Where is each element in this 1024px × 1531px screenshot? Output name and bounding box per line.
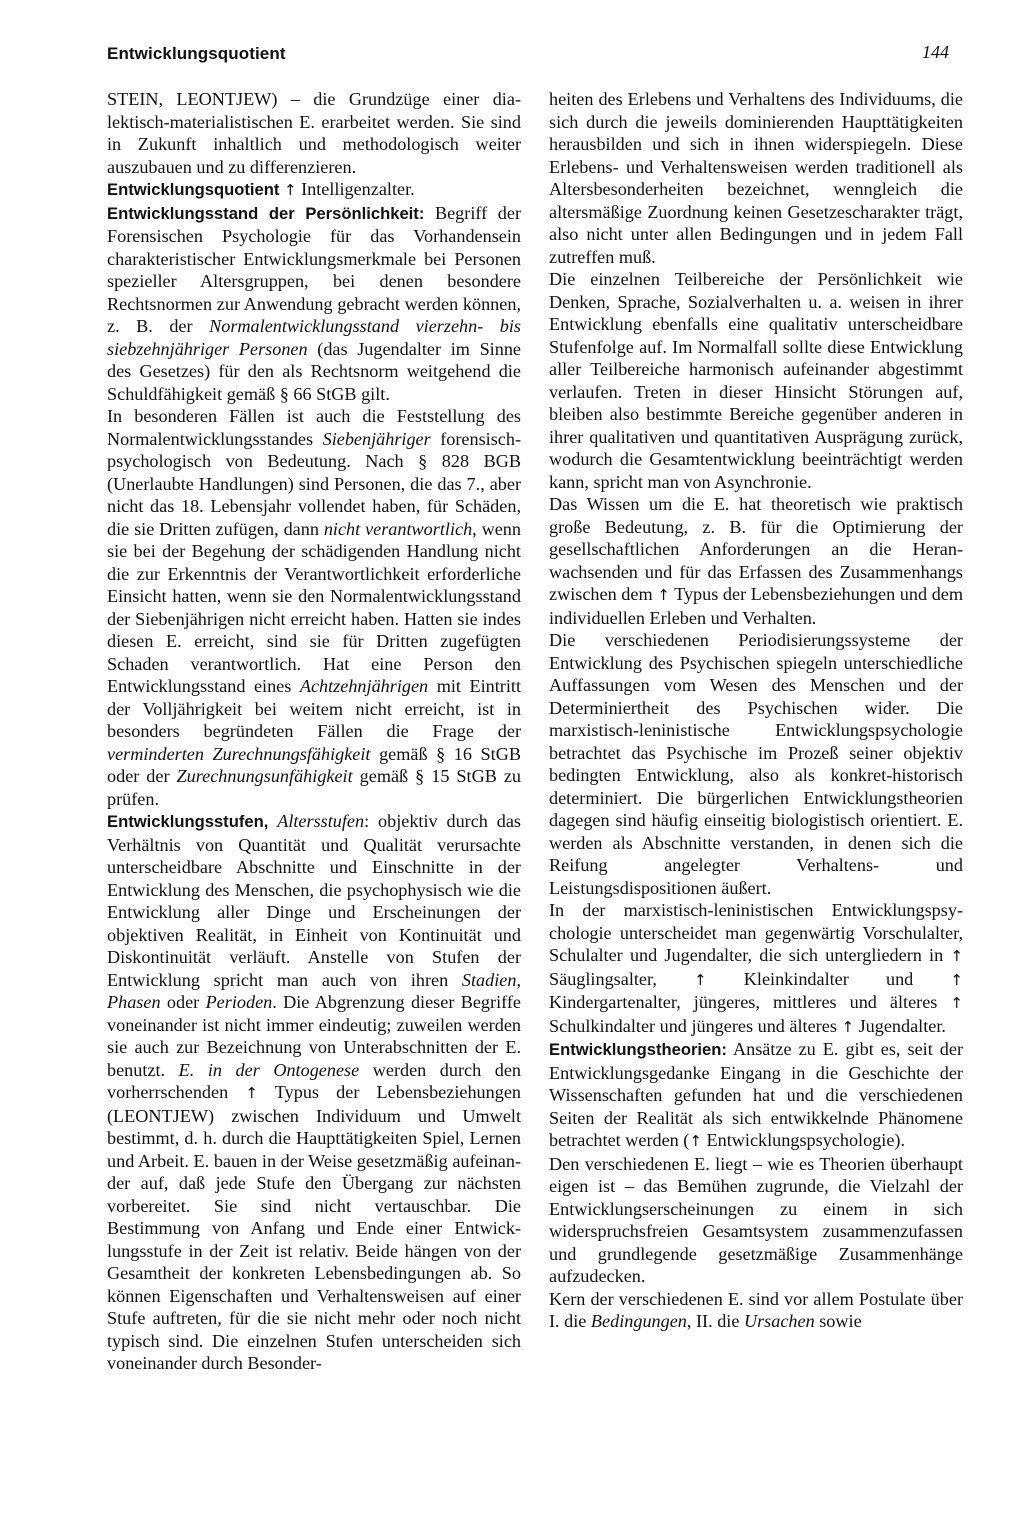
paragraph-altersstufen: In der marxistisch-leninistischen Entwicklungspsychologie unterscheidet man gegenwärtig Vorschulalter, Schulalter und Jugendalter, die sich untergliedern in ↑ Säuglingsalter, ↑ Kleinkindalter und ↑ Kindergartenalter, jüngeres, mittleres und älteres ↑ Schulkindalter und jüngeres und älteres ↑ Jugendalter. [549,900,964,1036]
paragraph-siebenjaehriger: In besonderen Fällen ist auch die Feststellung des Normalentwicklungsstandes Siebenjähriger forensisch-psychologisch von Bedeutung. Nach § 828 BGB (Unerlaubte Handlungen) sind Personen, die das 7., aber nicht das 18. Lebensjahr vollendet haben, für Schäden, die sie Dritten zufügen, dann nicht verantwortlich, wenn sie bei der Begehung der schädigenden Handlung nicht die zur Erkenntnis der Verantwortlichkeit erforderliche Einsicht hatten, wenn sie den Normalentwicklungsstand der Siebenjährigen nicht erreicht haben. Hatten sie indes diesen E. erreicht, sind sie für Dritten zugefügten Schaden verantwortlich. Hat eine Person den Entwicklungsstand eines Achtzehnjährigen mit Eintritt der Volljährigkeit bei weitem nicht erreicht, ist in besonders begründeten Fällen die Frage der verminderten Zurechnungsfähigkeit gemäß § 16 StGB oder der Zurechnungsunfähigkeit gemäß § 15 StGB zu prüfen. [107,406,522,809]
entry-entwicklungsstand: Entwicklungsstand der Persönlichkeit: Begriff der Forensischen Psychologie für das Vorhandensein charakteristischer Entwicklungsmerkmale bei Personen spezieller Altersgruppen, bei denen besondere Rechtsnormen zur Anwendung gebracht werden können, z. B. der Normalentwicklungsstand vierzehn- bis siebzehnjähriger Personen (das Jugendalter im Sinne des Gesetzes) für den als Rechtsnorm weitgehend die Schuldfähigkeit gemäß § 66 StGB gilt. [107,202,522,404]
cross-reference-arrow-icon: ↑ [950,994,963,1012]
entry-entwicklungstheorien: Entwicklungstheorien: Ansätze zu E. gibt es, seit der Entwicklungsgedanke Eingang in die Geschichte der Wissenschaften gefunden hat und die verschiedenen Seiten der Realität als sich entwikkelnde Phänomene betrachtet werden (↑ Entwicklungspsychologie). [549,1039,963,1150]
paragraph-teilbereiche: Die einzelnen Teilbereiche der Persönlichkeit wie Denken, Sprache, Sozialverhalten u. a. weisen in ihrer Entwicklung ebenfalls eine qualitativ unterscheidbare Stufenfolge auf. Im Normalfall sollte diese Entwicklung aller Teilbereiche harmonisch aufeinander abgestimmt verlaufen. Treten in dieser Hinsicht Störungen auf, bleiben also bestimmte Bereiche gegenüber anderen in ihrer qualitativen und quantitativen Ausprägung zurück, wodurch die Gesamtentwicklung beeinträchtigt werden kann, spricht man von Asynchronie. [549,269,963,492]
left-column [107,88,521,1375]
cross-reference-arrow-icon: ↑ [245,1084,258,1102]
cross-reference-arrow-icon: ↑ [283,181,297,199]
paragraph-postulate: Kern der verschiedenen E. sind vor allem Postulate über I. die Bedingungen, II. die Ursachen sowie [549,1288,963,1331]
entry-term: Entwicklungstheorien: [549,1040,727,1059]
cross-reference-arrow-icon: ↑ [950,947,964,965]
running-head: Entwicklungsquotient [107,44,286,63]
entry-entwicklungsstufen: Entwicklungsstufen, Altersstufen: objektiv durch das Verhältnis von Quantität und Qualität verursachte unterscheidbare Abschnitte und Einschnitte in der Entwicklung des Menschen, die psychophysisch wie die Entwicklung aller Dinge und Erscheinungen der objektiven Realität, in Einheit von Kontinuität und Diskontinuität verläuft. Anstelle von Stufen der Entwicklung spricht man auch von ihren Stadien, Phasen oder Perioden. Die Abgrenzung dieser Begriffe voneinander ist nicht immer eindeutig; zuweilen werden sie auch zur Bezeichnung von Unterabschnitten der E. benutzt. E. in der Ontogenese werden durch den vorherrschenden ↑ Typus der Lebensbeziehungen (LEONTJEW) zwischen Individuum und Umwelt bestimmt, d. h. durch die Haupttätigkeiten Spiel, Lernen und Arbeit. E. bauen in der Weise gesetzmäßig aufeinander auf, daß jede Stufe den Übergang zur nächsten vorbereitet. Sie sind nicht vertauschbar. Die Bestimmung von Anfang und Ende einer Entwicklungsstufe in der Zeit ist relativ. Beide hängen von der Gesamtheit der konkreten Lebensbedingungen ab. So können Eigenschaften und Verhaltensweisen auf einer Stufe auftreten, für die sie nicht mehr oder noch nicht typisch sind. Die einzelnen Stufen unterscheiden sich voneinander durch Besonder- [107,811,522,1373]
cross-reference-arrow-icon: ↑ [694,970,707,989]
cross-reference-arrow-icon: ↑ [689,1132,702,1150]
entry-entwicklungsquotient [107,178,521,202]
entry-term: Entwicklungsquotient [107,180,280,199]
page-number: 144 [922,42,949,62]
cross-reference-arrow-icon: ↑ [657,586,670,604]
paragraph-continuation: heiten des Erlebens und Verhaltens des Individuums, die sich durch die jeweils dominierenden Haupttätigkeiten herausbilden und sich in ihnen widerspiegeln. Diese Erlebens- und Verhaltensweisen werden traditionell als Altersbesonderheiten bezeichnet, wenngleich die altersmäßige Zuordnung keinen Gesetzescharakter trägt, also nicht unter allen Bedingungen und in jedem Fall zutreffen muß. [549,89,963,267]
cross-reference: Intelligenzalter. [301,179,415,199]
right-column [549,88,963,1333]
cross-reference-arrow-icon: ↑ [841,1017,855,1036]
paragraph-bedeutung: Das Wissen um die E. hat theoretisch wie praktisch große Bedeutung, z. B. für die Optimierung der gesellschaftlichen Anforderungen an die Heranwachsenden und für das Erfassen des Zusammenhangs zwischen dem ↑ Typus der Lebensbeziehungen und dem individuellen Erleben und Verhalten. [549,494,964,628]
paragraph-theorien: Den verschiedenen E. liegt – wie es Theorien überhaupt eigen ist – das Bemühen zugrunde, die Vielzahl der Entwicklungserscheinungen zu einem in sich widerspruchsfreien Gesamtsystem zusammenzufassen und grundlegende gesetzmäßige Zusammenhänge aufzudecken. [549,1153,963,1286]
cross-reference-arrow-icon: ↑ [950,970,963,989]
entry-term: Entwicklungsstufen, [107,812,269,831]
paragraph-periodisierung: Die verschiedenen Periodisierungssysteme der Entwicklung des Psychischen spiegeln unterschiedliche Auffassungen vom Wesen des Menschen und der Determiniertheit des Psychischen wider. Die marxistisch-leninistische Entwicklungspsychologie betrachtet das Psychische im Prozeß seiner objektiv bedingten Entwicklung, also als konkret-historisch determiniert. Die bürgerlichen Entwicklungstheorien dagegen sind häufig einseitig biologistisch orientiert. E. werden als Abschnitte verstanden, in denen sich die Reifung angelegter Verhaltens- und Leistungsdispositionen äußert. [549,630,963,898]
entry-term: Entwicklungsstand der Persönlichkeit: [107,203,425,223]
paragraph-continuation: STEIN, LEONTJEW) – die Grundzüge einer dialektisch-materialistischen E. erarbeitet werden. Sie sind in Zukunft inhaltlich und methodologisch weiter auszubauen und zu differenzieren. [107,89,521,177]
